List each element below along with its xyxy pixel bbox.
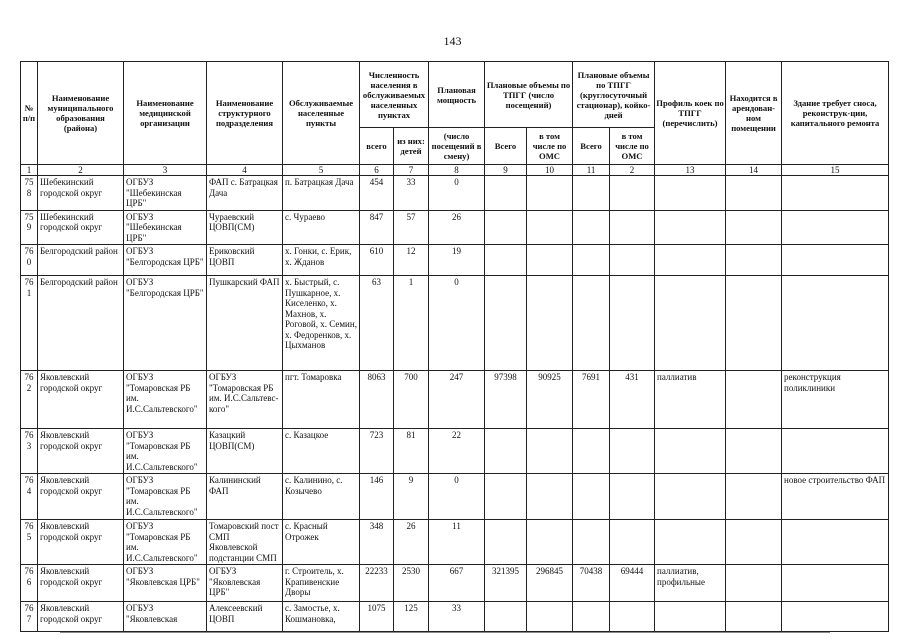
- population-kids-cell: 2530: [394, 565, 429, 602]
- row-number: 758: [21, 176, 38, 211]
- header-visits-total: Всего: [485, 128, 527, 165]
- header-visits-oms: в том числе по ОМС: [527, 128, 573, 165]
- visits-oms-cell: [527, 474, 573, 520]
- division-cell: Ериковский ЦОВП: [207, 245, 283, 276]
- municipality-cell: Белгородский район: [38, 276, 124, 371]
- settlements-cell: х. Быстрый, с. Пушкарное, х. Киселенко, х. Махнов, х. Роговой, х. Семин, х. Федоренков, х. Цыхманов: [283, 276, 360, 371]
- division-cell: Алексеевский ЦОВП: [207, 602, 283, 632]
- visits-total-cell: [485, 429, 527, 474]
- days-total-cell: 70438: [573, 565, 610, 602]
- repair-cell: [782, 245, 889, 276]
- visits-total-cell: 97398: [485, 371, 527, 429]
- visits-oms-cell: 90925: [527, 371, 573, 429]
- population-kids-cell: 1: [394, 276, 429, 371]
- bed-profile-cell: [655, 429, 726, 474]
- repair-cell: [782, 602, 889, 632]
- days-oms-cell: 431: [610, 371, 655, 429]
- population-total-cell: 63: [360, 276, 394, 371]
- division-cell: Казацкий ЦОВП(СМ): [207, 429, 283, 474]
- header-organization: Наименование медицинской организации: [124, 62, 207, 165]
- population-total-cell: 723: [360, 429, 394, 474]
- colnum: 4: [207, 165, 283, 176]
- capacity-cell: 0: [429, 474, 485, 520]
- organization-cell: ОГБУЗ "Белгородская ЦРБ": [124, 276, 207, 371]
- row-number: 765: [21, 520, 38, 565]
- rented-cell: [726, 176, 782, 211]
- capacity-cell: 26: [429, 210, 485, 245]
- visits-total-cell: [485, 520, 527, 565]
- colnum: 7: [394, 165, 429, 176]
- colnum: 15: [782, 165, 889, 176]
- population-total-cell: 610: [360, 245, 394, 276]
- municipality-cell: Шебекинский городской округ: [38, 210, 124, 245]
- days-total-cell: [573, 245, 610, 276]
- colnum: 5: [283, 165, 360, 176]
- repair-cell: [782, 520, 889, 565]
- division-cell: ОГБУЗ "Томаровская РБ им. И.С.Сальтевс-кого": [207, 371, 283, 429]
- municipality-cell: Яковлевский городской округ: [38, 602, 124, 632]
- header-municipality: Наименование муниципального образования (района): [38, 62, 124, 165]
- header-settlements: Обслуживаемые населенные пункты: [283, 62, 360, 165]
- colnum: 8: [429, 165, 485, 176]
- visits-oms-cell: 296845: [527, 565, 573, 602]
- municipality-cell: Белгородский район: [38, 245, 124, 276]
- settlements-cell: с. Красный Отрожек: [283, 520, 360, 565]
- settlements-cell: с. Калинино, с. Козычево: [283, 474, 360, 520]
- row-number: 760: [21, 245, 38, 276]
- organization-cell: ОГБУЗ "Белгородская ЦРБ": [124, 245, 207, 276]
- municipality-cell: Яковлевский городской округ: [38, 474, 124, 520]
- rented-cell: [726, 276, 782, 371]
- colnum: 1: [21, 165, 38, 176]
- settlements-cell: г. Строитель, х. Крапивенские Дворы: [283, 565, 360, 602]
- rented-cell: [726, 520, 782, 565]
- population-kids-cell: 125: [394, 602, 429, 632]
- visits-oms-cell: [527, 602, 573, 632]
- days-oms-cell: [610, 520, 655, 565]
- row-number: 766: [21, 565, 38, 602]
- table-row: [21, 602, 889, 632]
- division-cell: Пушкарский ФАП: [207, 276, 283, 371]
- header-division: Наименование структурного подразделения: [207, 62, 283, 165]
- days-oms-cell: [610, 429, 655, 474]
- municipality-cell: Яковлевский городской округ: [38, 429, 124, 474]
- rented-cell: [726, 429, 782, 474]
- colnum: 11: [573, 165, 610, 176]
- row-number: 759: [21, 210, 38, 245]
- days-oms-cell: [610, 602, 655, 632]
- capacity-cell: 247: [429, 371, 485, 429]
- visits-total-cell: [485, 210, 527, 245]
- table-row: [21, 210, 889, 245]
- visits-total-cell: 321395: [485, 565, 527, 602]
- municipality-cell: Яковлевский городской округ: [38, 371, 124, 429]
- header-population: Численность населения в обслуживаемых населенных пунктах: [360, 62, 429, 128]
- settlements-cell: с. Чураево: [283, 210, 360, 245]
- capacity-cell: 0: [429, 276, 485, 371]
- table-row: [21, 565, 889, 602]
- organization-cell: ОГБУЗ "Томаровская РБ им. И.С.Сальтевского": [124, 371, 207, 429]
- table-row: [21, 429, 889, 474]
- population-kids-cell: 9: [394, 474, 429, 520]
- population-total-cell: 8063: [360, 371, 394, 429]
- repair-cell: [782, 276, 889, 371]
- population-total-cell: 454: [360, 176, 394, 211]
- row-number: 767: [21, 602, 38, 632]
- header-repair: Здание требует сноса, реконструк-ции, капитального ремонта: [782, 62, 889, 165]
- population-kids-cell: 57: [394, 210, 429, 245]
- population-kids-cell: 12: [394, 245, 429, 276]
- visits-total-cell: [485, 602, 527, 632]
- settlements-cell: пгт. Томаровка: [283, 371, 360, 429]
- colnum: 9: [485, 165, 527, 176]
- bed-profile-cell: паллиатив: [655, 371, 726, 429]
- settlements-cell: х. Гонки, с. Ерик, х. Жданов: [283, 245, 360, 276]
- bed-profile-cell: [655, 602, 726, 632]
- repair-cell: [782, 176, 889, 211]
- header-rented: Находится в арендован-ном помещении: [726, 62, 782, 165]
- organization-cell: ОГБУЗ "Томаровская РБ им. И.С.Сальтевского": [124, 520, 207, 565]
- visits-total-cell: [485, 176, 527, 211]
- visits-total-cell: [485, 276, 527, 371]
- population-kids-cell: 33: [394, 176, 429, 211]
- header-num: № п/п: [21, 62, 38, 165]
- population-total-cell: 22233: [360, 565, 394, 602]
- header-capacity-unit: (число посещений в смену): [429, 128, 485, 165]
- rented-cell: [726, 245, 782, 276]
- days-total-cell: [573, 176, 610, 211]
- days-total-cell: [573, 602, 610, 632]
- row-number: 762: [21, 371, 38, 429]
- settlements-cell: п. Батрацкая Дача: [283, 176, 360, 211]
- organization-cell: ОГБУЗ "Шебекинская ЦРБ": [124, 210, 207, 245]
- row-number: 764: [21, 474, 38, 520]
- rented-cell: [726, 602, 782, 632]
- settlements-cell: с. Казацкое: [283, 429, 360, 474]
- organization-cell: ОГБУЗ "Шебекинская ЦРБ": [124, 176, 207, 211]
- table-row: [21, 474, 889, 520]
- page-number: 143: [443, 34, 462, 48]
- table-row: [21, 176, 889, 211]
- municipality-cell: Шебекинский городской округ: [38, 176, 124, 211]
- visits-oms-cell: [527, 176, 573, 211]
- capacity-cell: 19: [429, 245, 485, 276]
- days-oms-cell: [610, 474, 655, 520]
- population-kids-cell: 81: [394, 429, 429, 474]
- capacity-cell: 11: [429, 520, 485, 565]
- facilities-table: [20, 61, 889, 632]
- row-number: 761: [21, 276, 38, 371]
- page-bottom-rule: [60, 632, 830, 633]
- visits-total-cell: [485, 245, 527, 276]
- organization-cell: ОГБУЗ "Томаровская РБ им. И.С.Сальтевского": [124, 429, 207, 474]
- days-oms-cell: [610, 210, 655, 245]
- table-body: [21, 176, 889, 632]
- division-cell: ФАП с. Батрацкая Дача: [207, 176, 283, 211]
- rented-cell: [726, 371, 782, 429]
- division-cell: Томаровский пост СМП Яковлевской подстанции СМП: [207, 520, 283, 565]
- population-total-cell: 146: [360, 474, 394, 520]
- rented-cell: [726, 474, 782, 520]
- header-bed-profile: Профиль коек по ТПГГ (перечислить): [655, 62, 726, 165]
- rented-cell: [726, 210, 782, 245]
- header-capacity: Плановая мощность: [429, 62, 485, 128]
- days-total-cell: 7691: [573, 371, 610, 429]
- column-numbers-row: [21, 165, 889, 176]
- settlements-cell: с. Замостье, х. Кошмановка,: [283, 602, 360, 632]
- colnum: 14: [726, 165, 782, 176]
- repair-cell: новое строительство ФАП: [782, 474, 889, 520]
- municipality-cell: Яковлевский городской округ: [38, 520, 124, 565]
- repair-cell: [782, 565, 889, 602]
- organization-cell: ОГБУЗ "Томаровская РБ им. И.С.Сальтевского": [124, 474, 207, 520]
- bed-profile-cell: [655, 210, 726, 245]
- days-oms-cell: [610, 176, 655, 211]
- days-total-cell: [573, 520, 610, 565]
- header-pop-kids: из них: детей: [394, 128, 429, 165]
- document-table-wrapper: [20, 61, 890, 640]
- repair-cell: [782, 210, 889, 245]
- colnum: 6: [360, 165, 394, 176]
- bed-profile-cell: паллиатив, профильные: [655, 565, 726, 602]
- header-visits: Плановые объемы по ТПГГ (число посещений): [485, 62, 573, 128]
- colnum: 2: [610, 165, 655, 176]
- header-days-total: Всего: [573, 128, 610, 165]
- capacity-cell: 33: [429, 602, 485, 632]
- table-row: [21, 520, 889, 565]
- rented-cell: [726, 565, 782, 602]
- row-number: 763: [21, 429, 38, 474]
- visits-oms-cell: [527, 276, 573, 371]
- municipality-cell: Яковлевский городской округ: [38, 565, 124, 602]
- days-oms-cell: [610, 245, 655, 276]
- bed-profile-cell: [655, 474, 726, 520]
- division-cell: Чураевский ЦОВП(СМ): [207, 210, 283, 245]
- population-total-cell: 348: [360, 520, 394, 565]
- bed-profile-cell: [655, 245, 726, 276]
- visits-oms-cell: [527, 520, 573, 565]
- days-oms-cell: 69444: [610, 565, 655, 602]
- visits-oms-cell: [527, 429, 573, 474]
- header-hospital-days: Плановые объемы по ТПГГ (круглосуточный стационар), койко-дней: [573, 62, 655, 128]
- visits-oms-cell: [527, 245, 573, 276]
- days-total-cell: [573, 276, 610, 371]
- organization-cell: ОГБУЗ "Яковлевская: [124, 602, 207, 632]
- visits-total-cell: [485, 474, 527, 520]
- bed-profile-cell: [655, 520, 726, 565]
- division-cell: ОГБУЗ "Яковлевская ЦРБ": [207, 565, 283, 602]
- header-days-oms: в том числе по ОМС: [610, 128, 655, 165]
- colnum: 2: [38, 165, 124, 176]
- capacity-cell: 667: [429, 565, 485, 602]
- repair-cell: [782, 429, 889, 474]
- days-total-cell: [573, 210, 610, 245]
- organization-cell: ОГБУЗ "Яковлевская ЦРБ": [124, 565, 207, 602]
- visits-oms-cell: [527, 210, 573, 245]
- header-pop-total: всего: [360, 128, 394, 165]
- bed-profile-cell: [655, 176, 726, 211]
- population-kids-cell: 26: [394, 520, 429, 565]
- capacity-cell: 22: [429, 429, 485, 474]
- days-total-cell: [573, 474, 610, 520]
- capacity-cell: 0: [429, 176, 485, 211]
- colnum: 13: [655, 165, 726, 176]
- colnum: 10: [527, 165, 573, 176]
- table-row: [21, 276, 889, 371]
- table-row: [21, 245, 889, 276]
- division-cell: Калининский ФАП: [207, 474, 283, 520]
- bed-profile-cell: [655, 276, 726, 371]
- population-kids-cell: 700: [394, 371, 429, 429]
- repair-cell: реконструкция поликлиники: [782, 371, 889, 429]
- population-total-cell: 1075: [360, 602, 394, 632]
- days-oms-cell: [610, 276, 655, 371]
- population-total-cell: 847: [360, 210, 394, 245]
- table-row: [21, 371, 889, 429]
- colnum: 3: [124, 165, 207, 176]
- days-total-cell: [573, 429, 610, 474]
